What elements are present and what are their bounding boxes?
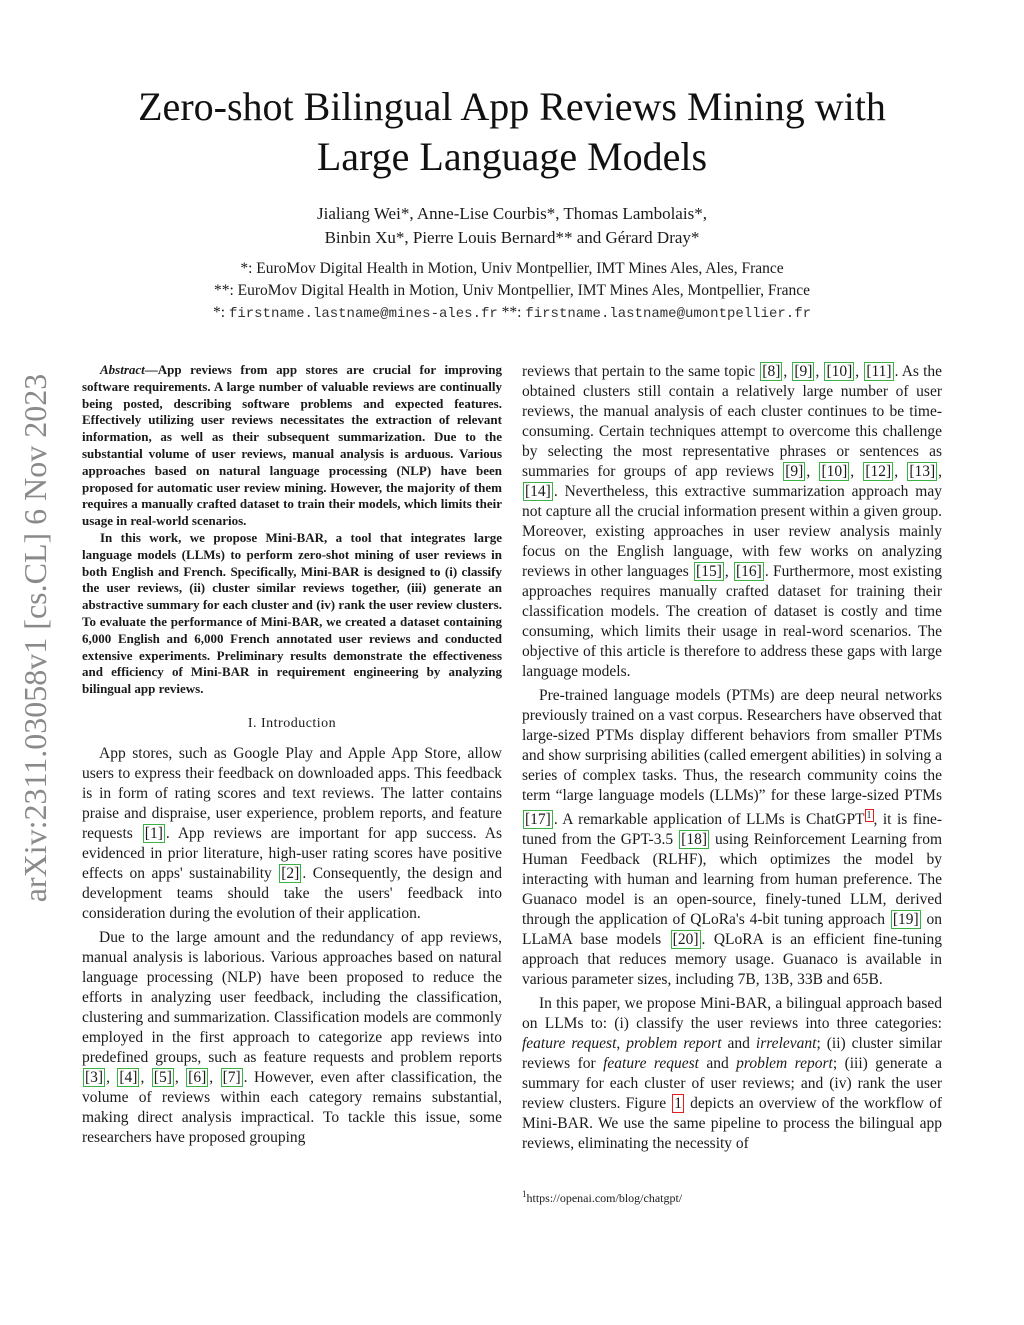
citation-link[interactable]: [10] bbox=[821, 463, 848, 480]
intro-paragraph-3: reviews that pertain to the same topic [8] , [9] , [10] , [11] . As the obtained clusters still contain a relatively large number of user reviews, the manual analysis of each cluster continues to be time-consuming. Certain techniques attempt to overcome this challenge by selecting the most representative phrases or sentences as summaries for groups of app reviews [9] , [10] , [12] , [13] , [14] . Nevertheless, this extractive summarization approach may not capture all the crucial information present within a given group. Moreover, existing approaches in user review analysis mainly focus on the English language, with few works on analyzing reviews in other languages [15] , [16] . Furthermore, most existing approaches requires manually crafted dataset for training their classification models. The creation of dataset is costly and time consuming, which limits their usage in real-word scenarios. The objective of this article is therefore to address these gaps with large language models. bbox=[522, 363, 943, 680]
text-span: . Nevertheless, this extractive summarization approach may not capture all the crucial information present within a given group. Moreover, existing approaches in user review analysis mainly focus on the English language, with few works on analyzing reviews in other languages bbox=[522, 483, 942, 580]
abstract bbox=[82, 362, 502, 698]
text-span: ; (iii) generate a summary for each cluster of user reviews; and (iv) rank the user review clusters. Figure bbox=[522, 1055, 943, 1113]
intro-paragraph-1 bbox=[82, 744, 502, 924]
abstract-paragraph-2: In this work, we propose Mini-BAR, a tool that integrates large language models (LLMs) to perform zero-shot mining of user reviews in both English and French. Specifically, Mini-BAR is designed to (i) classify the user reviews, (ii) cluster similar reviews together, (iii) generate an abstractive summary for each cluster and (iv) rank the user review clusters. To evaluate the performance of Mini-BAR, we created a dataset containing 6,000 English and 6,000 French annotated user reviews and conducted extensive experiments. Preliminary results demonstrate the effectiveness and efficiency of Mini-BAR in requirement engineering by analyzing bilingual app reviews. bbox=[82, 529, 502, 697]
text-span: . However, even after classification, the volume of reviews within each category remains substantial, making direct analysis impractical. To tackle this issue, some researchers have proposed grouping bbox=[82, 1068, 502, 1146]
text-span: . Furthermore, most existing approaches requires manually crafted dataset for training their classification models. The creation of dataset is costly and time consuming, which limits their usage in real-word scenarios. The objective of this article is therefore to address these gaps with large language models. bbox=[522, 563, 943, 680]
abstract-text-1: —App reviews from app stores are crucial for improving software requirements. A large number of valuable reviews are continually being posted, describing software problems and expected features. Effectively utilizing user reviews necessitates the extraction of relevant information, as well as their subsequent summarization. Due to the substantial volume of user reviews, manual analysis is arduous. Various approaches based on natural language processing (NLP) have been proposed for automatic user review mining. However, the majority of them requires a manually crafted dataset to train their models, which limits their usage in real-world scenarios. bbox=[82, 362, 502, 529]
citation-link[interactable]: [14] bbox=[525, 483, 551, 500]
text-span: reviews that pertain to the same topic bbox=[522, 363, 760, 380]
intro-paragraph-4 bbox=[522, 686, 942, 990]
citation-link[interactable]: [5] bbox=[153, 1068, 172, 1086]
citation-link[interactable]: [12] bbox=[865, 463, 892, 480]
affiliation-single: *: EuroMov Digital Health in Motion, Univ Montpellier, IMT Mines Ales, Ales, France bbox=[240, 260, 784, 277]
figure-link[interactable]: 1 bbox=[674, 1095, 682, 1113]
citation-link[interactable]: [9] bbox=[794, 363, 813, 380]
text-span: , it is fine-tuned from the GPT-3.5 bbox=[522, 811, 942, 849]
text-span: In this paper, we propose Mini-BAR, a bilingual approach based on LLMs to: (i) classify the user reviews into three categories: bbox=[522, 995, 942, 1033]
category-term: feature request bbox=[603, 1055, 699, 1073]
citation-link[interactable]: [9] bbox=[785, 463, 804, 480]
intro-paragraph-5 bbox=[522, 994, 942, 1154]
citation-link[interactable]: [20] bbox=[672, 931, 699, 949]
arxiv-stamp[interactable]: arXiv:2311.03058v1 [cs.CL] 6 Nov 2023 bbox=[17, 373, 53, 903]
citation-link[interactable]: [16] bbox=[736, 563, 762, 580]
text-span: depicts an overview of the workflow of Mini-BAR. We use the same pipeline to process the bilingual app reviews, eliminating the necessity of bbox=[522, 1095, 942, 1153]
email-single[interactable]: firstname.lastname@mines-ales.fr bbox=[228, 306, 498, 322]
category-term: feature request bbox=[522, 1035, 617, 1053]
citation-link[interactable]: [6] bbox=[188, 1068, 207, 1086]
text-span: , bbox=[616, 1035, 627, 1053]
author-line-1: Jialiang Wei*, Anne-Lise Courbis*, Thomas Lambolais*, bbox=[317, 204, 707, 223]
citation-link[interactable]: [13] bbox=[909, 463, 936, 480]
text-span: using Reinforcement Learning from Human Feedback (RLHF), which optimizes the model by interacting with human and learning from human preference. The Guanaco model is an open-source, finely-tuned LLM, derived through the application of QLoRa's 4-bit tuning approach bbox=[522, 831, 942, 929]
text-span: App stores, such as Google Play and Apple App Store, allow users to express their feedback on downloaded apps. This feedback is in form of rating scores and text reviews. The latter contains praise and dispraise, user experience, problem reports, and feature requests bbox=[82, 744, 502, 842]
author-line-2: Binbin Xu*, Pierre Louis Bernard** and Gérard Dray* bbox=[324, 228, 700, 247]
text-span: Pre-trained language models (PTMs) are deep neural networks previously trained on a vast corpus. Researchers have observed that large-sized PTMs display different behaviors from smaller PTMs and show surprising abilities (called emergent abilities) in solving a series of complex tasks. Thus, the research community coins the term “large language models (LLMs)” for these large-sized PTMs bbox=[522, 687, 942, 804]
footnote-link[interactable]: 1 bbox=[866, 810, 872, 821]
footnote-mark: 1 bbox=[522, 1189, 527, 1199]
intro-left-body bbox=[82, 744, 502, 1148]
text-span: . QLoRA is an efficient fine-tuning approach that reduces memory usage. Guanaco is available in various parameter sizes, including 7B, 13B, 33B and 65B. bbox=[522, 931, 942, 989]
right-column bbox=[522, 362, 942, 1158]
intro-right-body bbox=[522, 362, 942, 1154]
citation-link[interactable]: [10] bbox=[826, 363, 853, 380]
citation-link[interactable]: [3] bbox=[85, 1068, 104, 1086]
category-term: irrelevant bbox=[755, 1035, 817, 1053]
paper-title: Zero-shot Bilingual App Reviews Mining with Large Language Models bbox=[138, 84, 886, 179]
text-span: on LLaMA base models bbox=[522, 911, 942, 949]
email-label-double: **: bbox=[501, 304, 522, 321]
text-span: . As the obtained clusters still contain a relatively large number of user reviews, the manual analysis of each cluster continues to be time-consuming. Certain techniques attempt to overcome this challenge by selecting the most representative phrases or sentences as summaries for groups of app reviews bbox=[522, 363, 943, 480]
citation-link[interactable]: [17] bbox=[525, 811, 551, 829]
category-term: problem report bbox=[626, 1035, 722, 1053]
text-span: and bbox=[721, 1035, 756, 1053]
left-column bbox=[82, 362, 502, 1152]
footnote-url[interactable]: https://openai.com/blog/chatgpt/ bbox=[526, 1191, 683, 1205]
email-double[interactable]: firstname.lastname@umontpellier.fr bbox=[525, 306, 811, 322]
citation-link[interactable]: [8] bbox=[762, 363, 781, 380]
section-heading: I. Introduction bbox=[247, 715, 337, 731]
citation-link[interactable]: [4] bbox=[119, 1068, 138, 1086]
email-line bbox=[100, 302, 924, 325]
affiliations bbox=[100, 258, 924, 325]
text-span: Due to the large amount and the redundancy of app reviews, manual analysis is laborious. Various approaches based on natural language processing (NLP) have been proposed to reduce the efforts in analyzing user feedback, including the classification, clustering and summarization. Classification models are commonly employed in the first approach to categorize app reviews into predefined groups, such as feature requests and problem reports bbox=[82, 928, 502, 1066]
citation-link[interactable]: [11] bbox=[866, 363, 892, 380]
intro-paragraph-2: Due to the large amount and the redundancy of app reviews, manual analysis is laborious. Various approaches based on natural language processing (NLP) have been proposed to reduce the efforts in analyzing user feedback, including the classification, clustering and summarization. Classification models are commonly employed in the first approach to categorize app reviews into predefined groups, such as feature requests and problem reports [3] , [4] , [5] , [6] , [7] . However, even after classification, the volume of reviews within each category remains substantial, making direct analysis impractical. To tackle this issue, some researchers have proposed grouping bbox=[82, 928, 502, 1146]
citation-link[interactable]: [18] bbox=[681, 831, 707, 849]
citation-link[interactable]: [15] bbox=[696, 563, 722, 580]
footnote bbox=[522, 1186, 942, 1206]
text-span: . Consequently, the design and development teams should take the users' feedback into consideration during the evolution of their application. bbox=[82, 864, 502, 922]
abstract-label: Abstract bbox=[100, 362, 145, 377]
abstract-paragraph-1 bbox=[82, 362, 502, 530]
citation-link[interactable]: [2] bbox=[281, 864, 300, 882]
text-span: . A remarkable application of LLMs is ChatGPT bbox=[553, 811, 865, 829]
citation-link[interactable]: [1] bbox=[144, 824, 163, 842]
citation-link[interactable]: [7] bbox=[222, 1068, 241, 1086]
affiliation-double: **: EuroMov Digital Health in Motion, Univ Montpellier, IMT Mines Ales, Montpellier, France bbox=[213, 282, 810, 299]
author-list bbox=[150, 202, 874, 250]
email-label-single: *: bbox=[213, 304, 226, 321]
category-term: problem report bbox=[736, 1055, 833, 1073]
text-span: and bbox=[698, 1055, 737, 1073]
citation-link[interactable]: [19] bbox=[892, 911, 919, 929]
text-span: . App reviews are important for app success. As evidenced in prior literature, high-user rating scores have positive effects on apps' sustainability bbox=[82, 824, 502, 882]
text-span: ; (ii) cluster similar reviews for bbox=[522, 1035, 943, 1073]
